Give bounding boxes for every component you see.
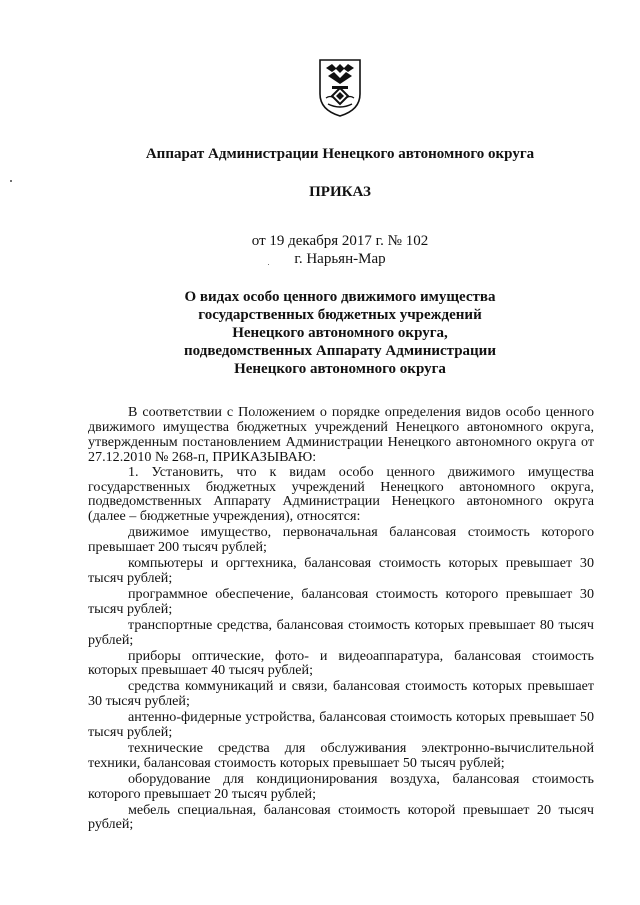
list-item: компьютеры и оргтехника, балансовая стоимость которых превышает 30 тысяч рублей; bbox=[88, 555, 594, 586]
list-item: антенно-фидерные устройства, балансовая стоимость которых превышает 50 тысяч рублей; bbox=[88, 709, 594, 741]
city-line: г. Нарьян-Мар bbox=[294, 251, 386, 267]
document-title bbox=[0, 288, 640, 378]
list-item: программное обеспечение, балансовая стоимость которого превышает 30 тысяч рублей; bbox=[88, 585, 594, 617]
clause-paragraph: 1. Установить, что к видам особо ценного движимого имущества государственных бюджетных учреждений Ненецкого автономного округа, подведомственных Аппарату Администрации Ненецкого автономного округа (далее – бюджетные учреждения), относятся: bbox=[88, 463, 594, 525]
title-line: О видах особо ценного движимого имущества bbox=[184, 289, 496, 305]
list-item: мебель специальная, балансовая стоимость которой превышает 20 тысяч рублей; bbox=[88, 801, 594, 833]
title-line: Ненецкого автономного округа bbox=[234, 361, 446, 377]
date-line: от 19 декабря 2017 г. № 102 bbox=[251, 233, 429, 249]
list-item: движимое имущество, первоначальная балансовая стоимость которого превышает 200 тысяч рублей; bbox=[88, 524, 594, 556]
list-item: приборы оптические, фото- и видеоаппаратура, балансовая стоимость которых превышает 40 тысяч рублей; bbox=[88, 647, 594, 679]
list-item: оборудование для кондиционирования воздуха, балансовая стоимость которого превышает 20 тысяч рублей; bbox=[88, 770, 594, 802]
list-item: технические средства для обслуживания электронно-вычислительной техники, балансовая стоимость которых превышает 50 тысяч рублей; bbox=[88, 739, 594, 771]
document-body bbox=[88, 405, 594, 832]
title-line: подведомственных Аппарату Администрации bbox=[184, 343, 496, 359]
coat-of-arms-icon bbox=[318, 58, 362, 118]
document-type: ПРИКАЗ bbox=[309, 184, 371, 200]
organization-name: Аппарат Администрации Ненецкого автономного округа bbox=[145, 146, 535, 162]
date-block bbox=[0, 232, 640, 268]
preamble-paragraph: В соответствии с Положением о порядке определения видов особо ценного движимого имущества бюджетных учреждений Ненецкого автономного округа, утвержденным постановлением Администрации Ненецкого автономного округа от 27.12.2010 № 268-п, ПРИКАЗЫВАЮ: bbox=[88, 404, 594, 465]
title-line: Ненецкого автономного округа, bbox=[232, 325, 448, 341]
title-line: государственных бюджетных учреждений bbox=[198, 307, 482, 323]
list-item: транспортные средства, балансовая стоимость которых превышает 80 тысяч рублей; bbox=[88, 616, 594, 648]
scan-speck bbox=[268, 264, 269, 265]
list-item: средства коммуникаций и связи, балансовая стоимость которых превышает 30 тысяч рублей; bbox=[88, 678, 594, 710]
scan-speck bbox=[10, 180, 12, 182]
